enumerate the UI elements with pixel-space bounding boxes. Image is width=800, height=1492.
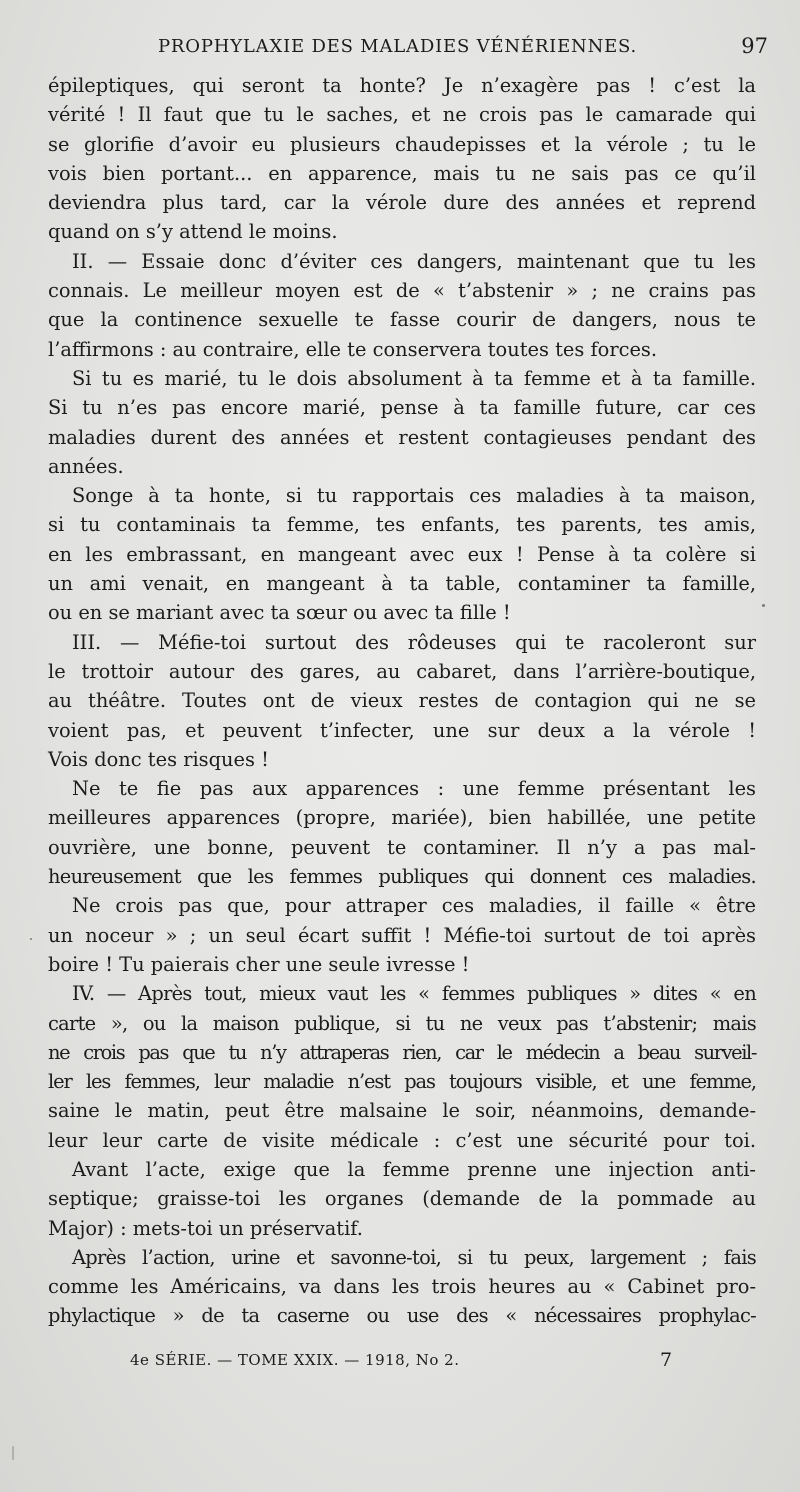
text-line: maladies durent des années et restent contagieuses pendant des xyxy=(48,425,756,449)
text-line: heureusement que les femmes publiques qui donnent ces maladies. xyxy=(48,865,756,889)
body-text xyxy=(48,71,756,1331)
text-line: quand on s’y attend le moins. xyxy=(48,220,338,244)
text-line: boire ! Tu paierais cher une seule ivresse ! xyxy=(48,952,470,976)
paper-speck xyxy=(762,604,765,607)
text-line: années. xyxy=(48,454,124,478)
text-line: carte », ou la maison publique, si tu ne veux pas t’abstenir; mais xyxy=(48,1011,756,1035)
text-line: épileptiques, qui seront ta honte? Je n’exagère pas ! c’est la xyxy=(48,74,756,97)
text-line: ouvrière, une bonne, peuvent te contaminer. Il n’y a pas mal- xyxy=(48,835,756,859)
text-line: si tu contaminais ta femme, tes enfants, tes parents, tes amis, xyxy=(48,513,756,537)
text-line: phylactique » de ta caserne ou use des « nécessaires prophylac- xyxy=(48,1304,756,1328)
text-line: meilleures apparences (propre, mariée), bien habillée, une petite xyxy=(48,806,756,830)
text-line: leur leur carte de visite médicale : c’est une sécurité pour toi. xyxy=(48,1128,756,1152)
text-line: comme les Américains, va dans les trois heures au « Cabinet pro- xyxy=(48,1275,756,1299)
text-line: un noceur » ; un seul écart suffit ! Méfie-toi surtout de toi après xyxy=(48,923,756,947)
text-line: IV. — Après tout, mieux vaut les « femmes publiques » dites « en xyxy=(72,982,756,1006)
text-line: Avant l’acte, exige que la femme prenne une injection anti- xyxy=(72,1157,756,1181)
text-line: saine le matin, peut être malsaine le soir, néanmoins, demande- xyxy=(48,1099,756,1123)
text-line: III. — Méfie-toi surtout des rôdeuses qui te racoleront sur xyxy=(72,630,756,654)
text-line: deviendra plus tard, car la vérole dure des années et reprend xyxy=(48,191,756,215)
text-line: le trottoir autour des gares, au cabaret, dans l’arrière-boutique, xyxy=(48,659,756,683)
paper-speck xyxy=(12,1446,14,1460)
text-line: Si tu es marié, tu le dois absolument à ta femme et à ta famille. xyxy=(72,366,756,390)
text-line: Ne te fie pas aux apparences : une femme présentant les xyxy=(72,777,756,801)
text-line: que la continence sexuelle te fasse courir de dangers, nous te xyxy=(48,308,756,332)
page-number: 97 xyxy=(741,34,768,58)
text-line: un ami venait, en mangeant à ta table, contaminer ta famille, xyxy=(48,572,756,596)
paper-speck xyxy=(30,938,32,940)
text-line: vérité ! Il faut que tu le saches, et ne crois pas le camarade qui xyxy=(48,103,756,127)
text-line: vois bien portant... en apparence, mais tu ne sais pas ce qu’il xyxy=(48,161,756,185)
text-line: au théâtre. Toutes ont de vieux restes de contagion qui ne se xyxy=(48,689,756,713)
text-line: se glorifie d’avoir eu plusieurs chaudepisses et la vérole ; tu le xyxy=(48,132,756,156)
text-line: Après l’action, urine et savonne-toi, si tu peux, largement ; fais xyxy=(72,1245,756,1269)
text-line: connais. Le meilleur moyen est de « t’abstenir » ; ne crains pas xyxy=(48,279,756,303)
text-line: II. — Essaie donc d’éviter ces dangers, maintenant que tu les xyxy=(72,249,756,273)
text-line: en les embrassant, en mangeant avec eux ! Pense à ta colère si xyxy=(48,542,756,566)
text-line: Major) : mets-toi un préservatif. xyxy=(48,1216,363,1240)
page-footer xyxy=(48,1349,756,1375)
text-line: ler les femmes, leur maladie n’est pas toujours visible, et une femme, xyxy=(48,1070,756,1094)
text-line: Vois donc tes risques ! xyxy=(48,747,269,771)
text-line: ou en se mariant avec ta sœur ou avec ta fille ! xyxy=(48,601,511,625)
signature-mark: 7 xyxy=(660,1349,673,1371)
signature-line: 4e SÉRIE. — TOME XXIX. — 1918, No 2. xyxy=(130,1351,460,1369)
text-line: Ne crois pas que, pour attraper ces maladies, il faille « être xyxy=(72,894,756,918)
text-line: l’affirmons : au contraire, elle te conservera toutes tes forces. xyxy=(48,337,658,361)
page-header xyxy=(48,34,768,64)
text-line: Songe à ta honte, si tu rapportais ces maladies à ta maison, xyxy=(72,484,756,508)
text-line: septique; graisse-toi les organes (demande de la pommade au xyxy=(48,1187,756,1211)
text-line: ne crois pas que tu n’y attraperas rien, car le médecin a beau surveil- xyxy=(48,1040,756,1064)
text-line: Si tu n’es pas encore marié, pense à ta famille future, car ces xyxy=(48,396,756,420)
running-title: PROPHYLAXIE DES MALADIES VÉNÉRIENNES. xyxy=(158,36,638,57)
text-line: voient pas, et peuvent t’infecter, une sur deux a la vérole ! xyxy=(48,718,756,742)
